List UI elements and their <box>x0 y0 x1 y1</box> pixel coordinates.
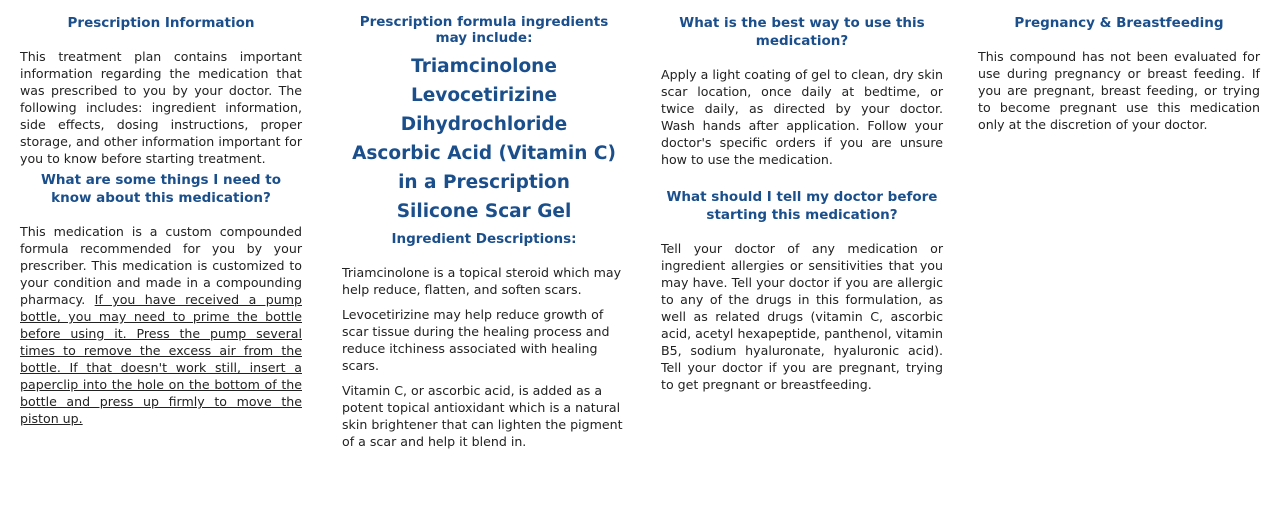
column-usage <box>661 14 943 393</box>
best-way-to-use-heading: What is the best way to use this medication? <box>679 15 925 49</box>
formula-ingredients-heading: Prescription formula ingredients may include: <box>359 14 609 46</box>
formula-name <box>342 52 626 226</box>
custom-formula-paragraph <box>20 223 302 427</box>
triamcinolone-description: Triamcinolone is a topical steroid which may help reduce, flatten, and soften scars. <box>342 265 622 297</box>
usage-instructions-paragraph: Apply a light coating of gel to clean, dry skin scar location, once daily at bedtime, or twice daily, as directed by your doctor. Wash hands after application. Follow your doctor's specific orders if you are unsure how to use the medication. <box>661 67 943 167</box>
formula-line-ascorbic-acid: Ascorbic Acid (Vitamin C) <box>352 143 616 164</box>
vitamin-c-description: Vitamin C, or ascorbic acid, is added as a potent topical antioxidant which is a natural skin brightener that can lighten the pigment of a scar and help it blend in. <box>342 383 623 449</box>
formula-line-silicone-scar-gel: Silicone Scar Gel <box>396 201 572 222</box>
column-pregnancy <box>978 14 1260 133</box>
prescription-information-heading: Prescription Information <box>67 15 255 31</box>
formula-line-levocetirizine: Levocetirizine <box>410 85 558 106</box>
things-to-know-heading: What are some things I need to know about this medication? <box>40 172 282 206</box>
column-prescription-information <box>20 14 302 427</box>
pregnancy-breastfeeding-heading: Pregnancy & Breastfeeding <box>1014 15 1224 31</box>
allergies-paragraph: Tell your doctor of any medication or ingredient allergies or sensitivities that you may have. Tell your doctor if you are allergic to any of the drugs in this formulation, as well as related drugs (vitamin C, ascorbic acid, acetyl hexapeptide, panthenol, vitamin B5, sodium hyaluronate, hyaluronic acid). Tell your doctor if you are pregnant, trying to get pregnant or breastfeeding. <box>661 241 943 392</box>
formula-line-dihydrochloride: Dihydrochloride <box>400 114 568 135</box>
treatment-plan-paragraph: This treatment plan contains important information regarding the medication that was prescribed to you by your doctor. The following includes: ingredient information, side effects, dosing instructions, proper storage, and other information important for you to know before starting treatment. <box>20 49 302 166</box>
formula-line-triamcinolone: Triamcinolone <box>411 56 557 77</box>
pregnancy-paragraph: This compound has not been evaluated for use during pregnancy or breast feeding. If you are pregnant, breast feeding, or trying to become pregnant use this medication only at the discretion of your doctor. <box>978 49 1260 132</box>
custom-formula-text: This medication is a custom compounded formula recommended for you by your prescriber. This medication is customized to your condition and made in a compounding pharmacy. <box>20 224 302 307</box>
pump-bottle-instructions: If you have received a pump bottle, you may need to prime the bottle before using it. Press the pump several times to remove the excess air from the bottle. If that doesn't work still, insert a paperclip into the hole on the bottom of the bottle and press up firmly to move the piston up. <box>20 292 302 426</box>
column-formula-ingredients <box>342 14 626 450</box>
formula-line-in-a-prescription: in a Prescription <box>398 172 570 193</box>
ingredient-descriptions-heading: Ingredient Descriptions: <box>391 231 577 247</box>
levocetirizine-description: Levocetirizine may help reduce growth of scar tissue during the healing process and reduce itchiness associated with healing scars. <box>342 307 610 373</box>
tell-doctor-heading: What should I tell my doctor before starting this medication? <box>666 189 938 223</box>
